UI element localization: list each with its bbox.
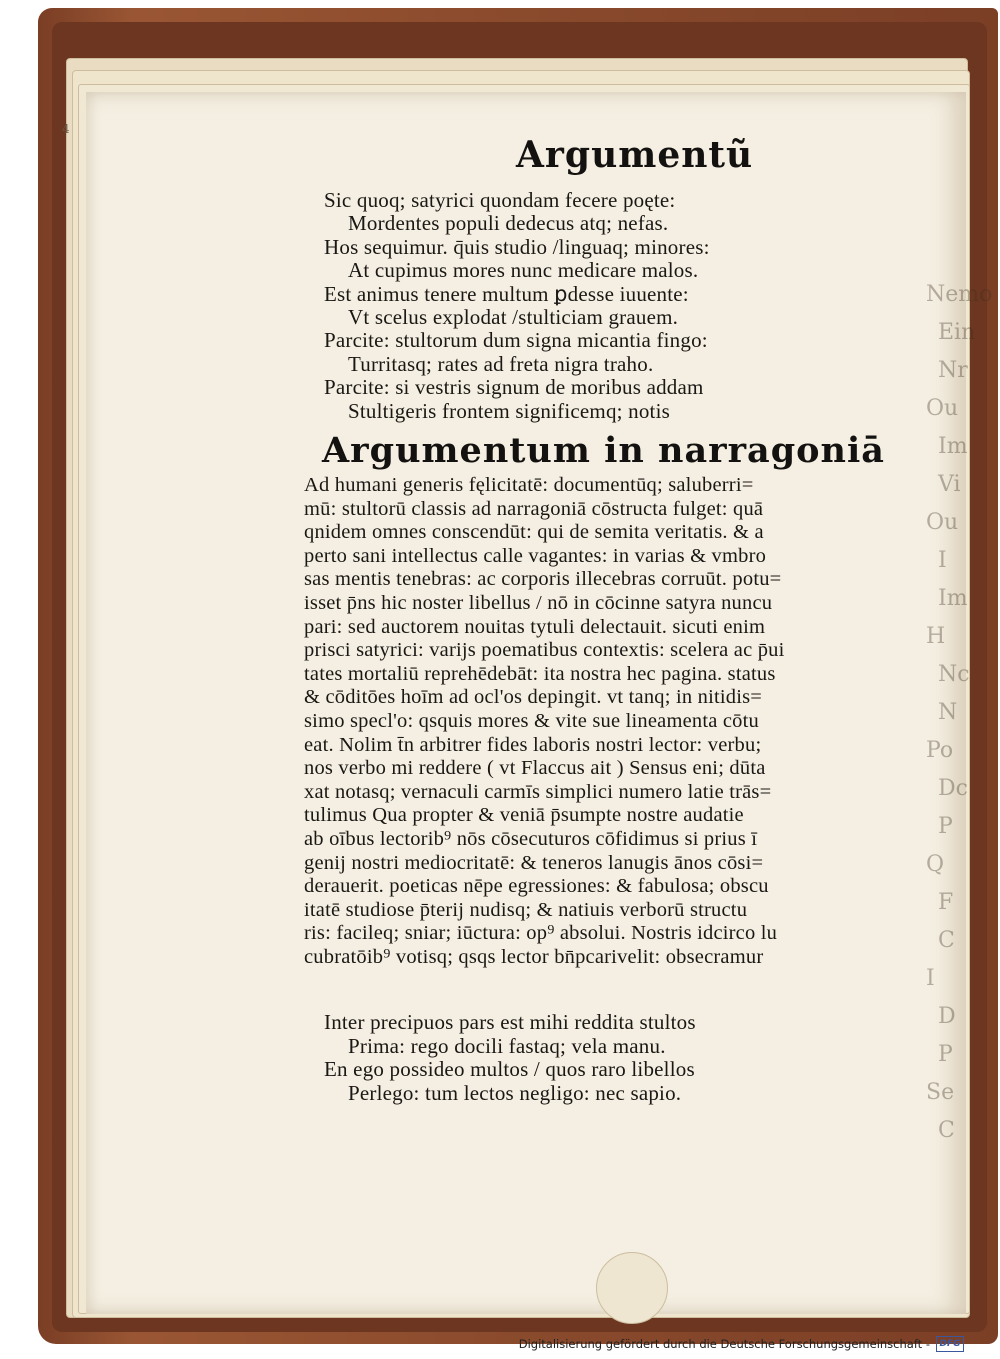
text-line: Stultigeris frontem significemq; notis [348, 398, 670, 423]
text-line: Parcite: stultorum dum signa micantia fingo: [324, 328, 708, 353]
ghost-letter: P [938, 814, 953, 839]
ghost-letter: F [938, 890, 954, 915]
heading-argumentum-narragonia: Argumentum in narragoniā [322, 430, 885, 471]
text-line: tates mortaliū reprehēdebāt: ita nostra hec pagina. status [304, 662, 776, 685]
text-line: Vt scelus explodat /stulticiam grauem. [348, 305, 679, 329]
text-line: perto sani intellectus calle vagantes: in varias & vmbro [304, 544, 767, 567]
ghost-letter: Nr [938, 358, 968, 383]
text-line: derauerit. poeticas nēpe egressiones: & fabulosa; obscu [304, 875, 769, 898]
ghost-letter: Ein [938, 320, 976, 345]
ghost-letter: C [938, 1118, 955, 1143]
page-marker: 4 [62, 122, 70, 136]
book-page [86, 92, 993, 1314]
ghost-letter: C [938, 928, 955, 953]
text-line: isset p̄ns hic noster libellus / nō in cōcinne satyra nuncu [304, 592, 773, 614]
ghost-letter: Vi [938, 472, 961, 497]
ghost-letter: D [938, 1004, 956, 1029]
text-line: pari: sed auctorem nouitas tytuli delectauit. sicuti enim [304, 615, 766, 638]
text-line: prisci satyrici: varijs poematibus contextis: scelera ac p̄ui [304, 639, 785, 662]
heading-argumentum: Argumentũ [516, 134, 754, 176]
ghost-letter: Im [938, 434, 968, 459]
text-line: sas mentis tenebras: ac corporis illecebras corruūt. potu= [304, 568, 782, 591]
text-line: xat notasq; vernaculi carmīs simplici numero latie trās= [304, 780, 772, 803]
ghost-letter: Im [938, 586, 968, 611]
text-line: Prima: rego docili fastaq; vela manu. [348, 1033, 666, 1058]
ghost-letter: Nc [938, 662, 970, 687]
ghost-letter: I [938, 548, 947, 573]
footer-text: Digitalisierung gefördert durch die Deutsche Forschungsgemeinschaft - [518, 1337, 930, 1351]
text-line: Est animus tenere multum ꝑdesse iuuente: [324, 281, 689, 306]
text-line: & cōditōes hoīm ad ocl'os depingit. vt tanq; in nitidis= [304, 686, 763, 709]
dfg-logo: DFG [936, 1336, 964, 1352]
ghost-letter: Se [926, 1080, 955, 1105]
text-line: Parcite: si vestris signum de moribus addam [324, 375, 704, 400]
text-line: qnidem omnes conscendūt: qui de semita veritatis. & a [304, 521, 764, 544]
ghost-letter: Po [926, 738, 954, 763]
text-line: At cupimus mores nunc medicare malos. [348, 258, 699, 283]
text-line: En ego possideo multos / quos raro libellos [324, 1057, 695, 1081]
text-line: simo specl'o: qsquis mores & vite sue lineamenta cōtu [304, 710, 759, 732]
text-line: Mordentes populi dedecus atq; nefas. [348, 211, 669, 236]
footer-credit [519, 1336, 964, 1352]
text-line: eat. Nolim t̄n arbitrer fides laboris nostri lector: verbu; [304, 733, 762, 756]
text-line: Perlego: tum lectos negligo: nec sapio. [348, 1080, 682, 1105]
ghost-letter: Nemo [926, 282, 993, 307]
text-line: Inter precipuos pars est mihi reddita stultos [324, 1010, 696, 1034]
ghost-letter: N [938, 700, 958, 725]
text-line: mū: stultorū classis ad narragoniā cōstructa fulget: quā [304, 497, 764, 520]
ghost-letter: I [926, 966, 935, 991]
text-line: ab oībus lectorib⁹ nōs cōsecuturos cōfidimus si prius ī [304, 828, 758, 850]
text-line: cubratōib⁹ votisq; qsqs lector bn̄pcarivelit: obsecramur [304, 946, 764, 968]
ghost-letter: P [938, 1042, 953, 1067]
page-notch [596, 1252, 668, 1324]
text-line: ris: facileq; sniar; iūctura: op⁹ absolui. Nostris idcirco lu [304, 922, 778, 945]
text-line: itatē studiose p̄terij nudisq; & natiuis verborū structu [304, 898, 748, 921]
text-line: Ad humani generis fęlicitatē: documentūq; saluberri= [304, 474, 754, 496]
text-line: nos verbo mi reddere ( vt Flaccus ait ) Sensus eni; dūta [304, 757, 766, 780]
ghost-letter: H [926, 624, 946, 649]
ghost-letter: Ou [926, 510, 959, 535]
text-line: genij nostri mediocritatē: & teneros lanugis ānos cōsi= [304, 851, 764, 874]
ghost-letter: Dc [938, 776, 968, 801]
text-line: Sic quoq; satyrici quondam fecere poęte: [324, 188, 676, 212]
ghost-letter: Q [926, 852, 945, 877]
ghost-letter: Ou [926, 396, 959, 421]
text-line: Hos sequimur. q̄uis studio /linguaq; minores: [324, 234, 710, 259]
text-line: Turritasq; rates ad freta nigra traho. [348, 351, 654, 376]
text-line: tulimus Qua propter & veniā p̄sumpte nostre audatie [304, 804, 744, 827]
page-text [86, 92, 966, 1314]
